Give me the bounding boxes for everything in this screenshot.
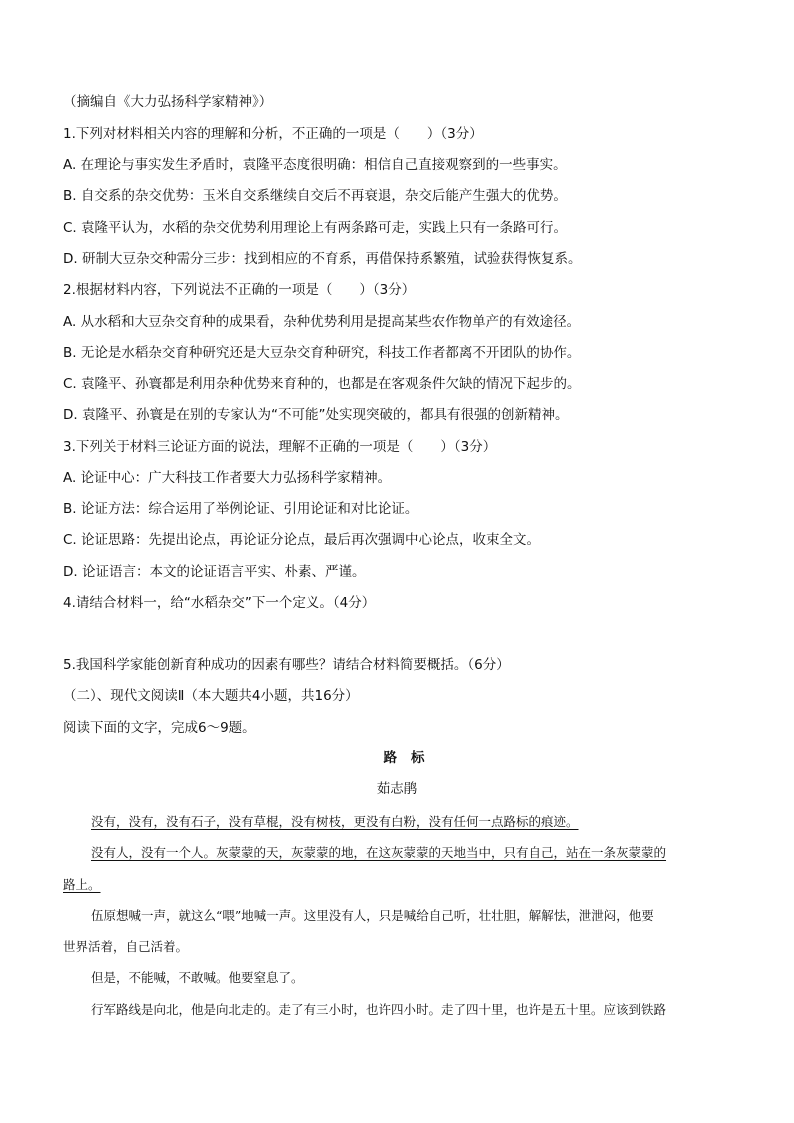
question-3-option-c: C. 论证思路：先提出论点，再论证分论点，最后再次强调中心论点，收束全文。 [63,532,541,548]
article-paragraph-3-line-2: 世界活着，自己活着。 [63,939,189,954]
question-4-stem: 4.请结合材料一，给“水稻杂交”下一个定义。（4分） [63,595,376,611]
question-1-stem: 1.下列对材料相关内容的理解和分析，不正确的一项是（ ）（3分） [63,126,483,142]
question-3-option-d: D. 论证语言：本文的论证语言平实、朴素、严谨。 [63,564,366,580]
article-paragraph-2-line-1: 没有人，没有一个人。灰蒙蒙的天，灰蒙蒙的地，在这灰蒙蒙的天地当中，只有自己，站在一条灰蒙蒙的 [91,845,667,860]
article-title: 路标 [383,750,439,766]
article-paragraph-1: 没有，没有，没有石子，没有草棍，没有树枝，更没有白粉，没有任何一点路标的痕迹。 [91,814,579,829]
article-paragraph-3-line-1: 伍原想喊一声，就这么“喂”地喊一声。这里没有人，只是喊给自己听，壮壮胆，解解怯，泄泄闷，他要 [91,908,654,923]
question-1-option-b: B. 自交系的杂交优势：玉米自交系继续自交后不再衰退，杂交后能产生强大的优势。 [63,188,567,204]
question-2-option-c: C. 袁隆平、孙寰都是利用杂种优势来育种的，也都是在客观条件欠缺的情况下起步的。 [63,376,581,392]
source-note: （摘编自《大力弘扬科学家精神》） [63,94,273,110]
question-2-stem: 2.根据材料内容，下列说法不正确的一项是（ ）（3分） [63,282,416,298]
article-paragraph-2-line-2: 路上。 [63,877,101,892]
article-paragraph-5: 行军路线是向北，他是向北走的。走了有三小时，也许四小时。走了四十里，也许是五十里。应该到铁路 [91,1002,667,1017]
section-2-instruction: 阅读下面的文字，完成6～9题。 [63,720,256,736]
question-5-stem: 5.我国科学家能创新育种成功的因素有哪些？请结合材料简要概括。（6分） [63,657,510,673]
article-paragraph-4: 但是，不能喊，不敢喊。他要窒息了。 [91,970,304,985]
question-2-option-d: D. 袁隆平、孙寰是在别的专家认为“不可能”处实现突破的，都具有很强的创新精神。 [63,407,569,423]
question-2-option-a: A. 从水稻和大豆杂交育种的成果看，杂种优势利用是提高某些农作物单产的有效途径。 [63,314,581,330]
section-2-heading: （二）、现代文阅读Ⅱ（本大题共4小题，共16分） [63,688,359,704]
question-2-option-b: B. 无论是水稻杂交育种研究还是大豆杂交育种研究，科技工作者都离不开团队的协作。 [63,345,581,361]
question-3-option-a: A. 论证中心：广大科技工作者要大力弘扬科学家精神。 [63,470,392,486]
question-3-stem: 3.下列关于材料三论证方面的说法，理解不正确的一项是（ ）（3分） [63,439,497,455]
question-3-option-b: B. 论证方法：综合运用了举例论证、引用论证和对比论证。 [63,501,419,517]
question-1-option-a: A. 在理论与事实发生矛盾时，袁隆平态度很明确：相信自己直接观察到的一些事实。 [63,157,567,173]
question-1-option-c: C. 袁隆平认为，水稻的杂交优势利用理论上有两条路可走，实践上只有一条路可行。 [63,220,568,236]
question-1-option-d: D. 研制大豆杂交种需分三步：找到相应的不育系，再借保持系繁殖，试验获得恢复系。 [63,251,582,267]
article-author: 茹志鹃 [376,781,418,797]
